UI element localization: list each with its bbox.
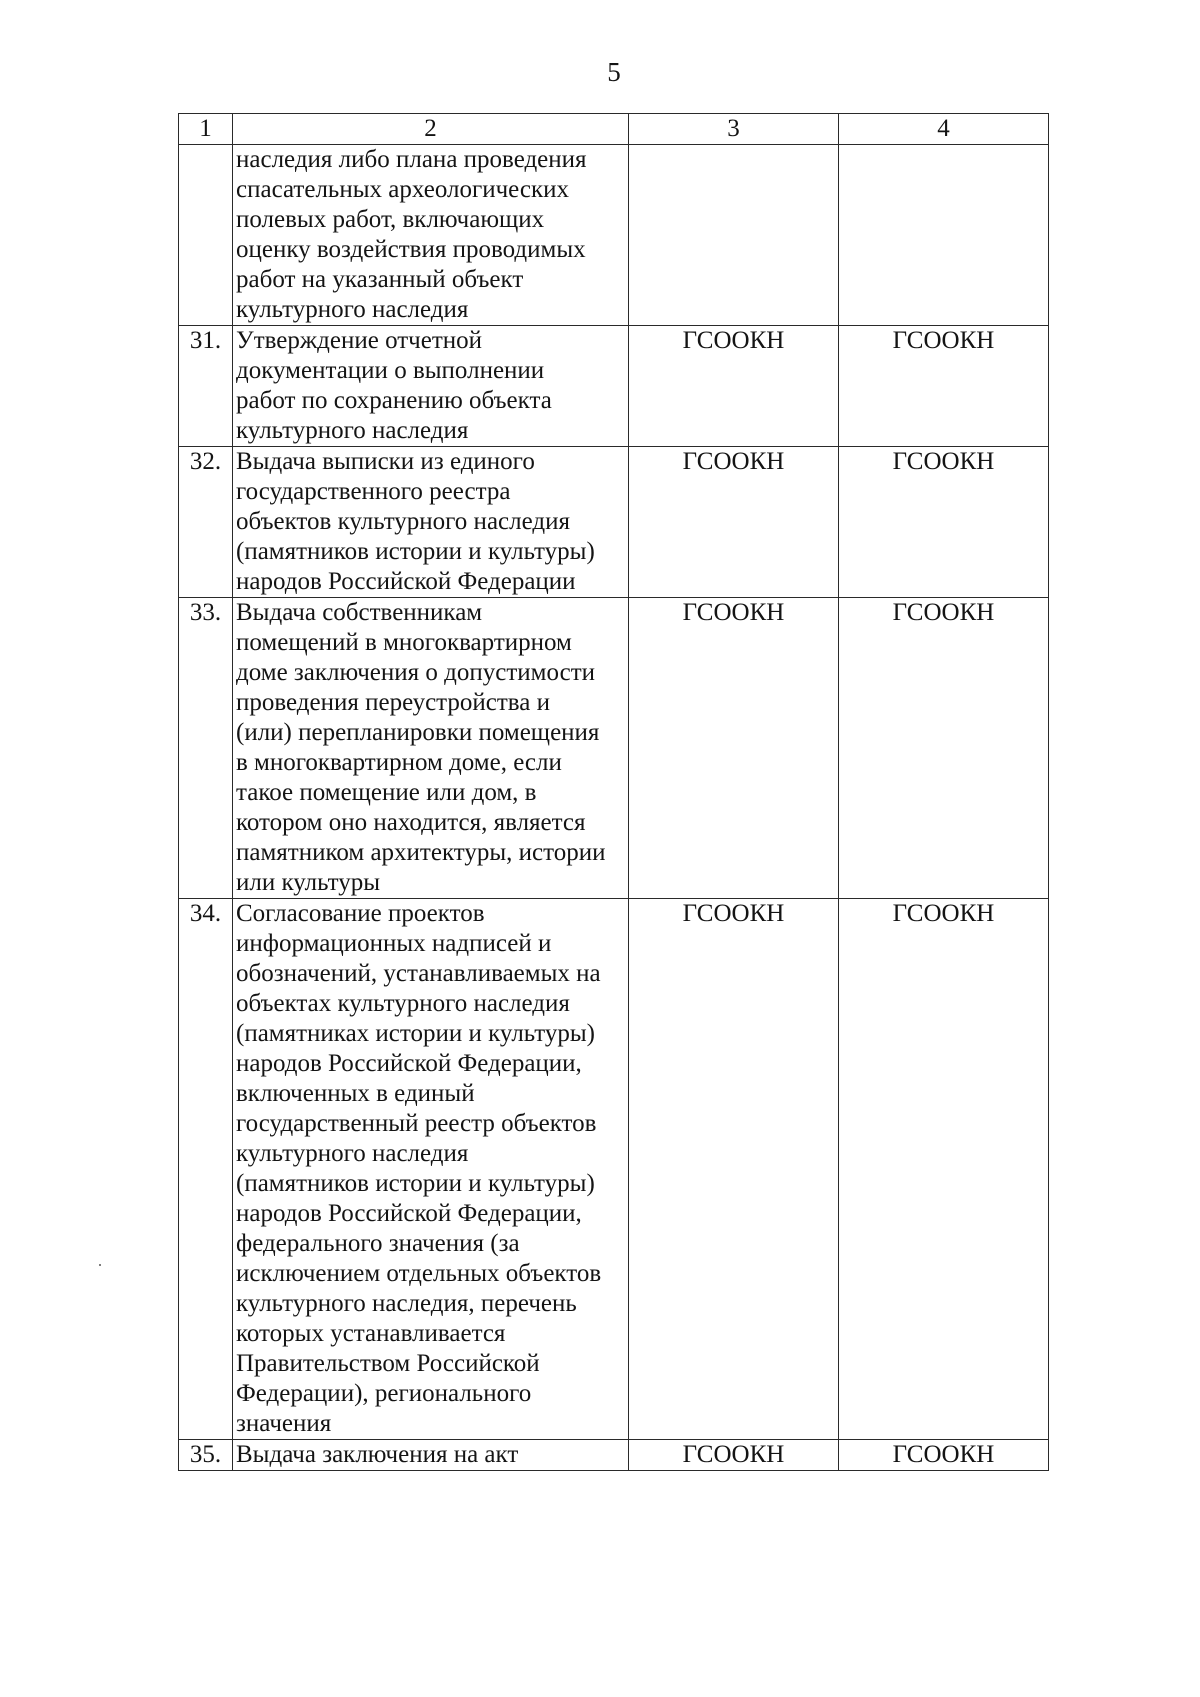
column-3-value — [629, 145, 839, 326]
column-4-value: ГСООКН — [839, 899, 1049, 1440]
row-number: 34. — [179, 899, 233, 1440]
column-3-value: ГСООКН — [629, 598, 839, 899]
column-3-value: ГСООКН — [629, 899, 839, 1440]
table-row — [179, 899, 1049, 1440]
column-3-value: ГСООКН — [629, 326, 839, 447]
row-number: 31. — [179, 326, 233, 447]
services-table — [178, 113, 1049, 1471]
column-4-value: ГСООКН — [839, 447, 1049, 598]
table-row — [179, 1440, 1049, 1471]
service-description: Выдача собственникам помещений в многоквартирном доме заключения о допустимости проведения переустройства и (или) перепланировки помещения в многоквартирном доме, если такое помещение или дом, в котором оно находится, является памятником архитектуры, истории или культуры — [233, 598, 629, 899]
service-description: Выдача выписки из единого государственного реестра объектов культурного наследия (памятников истории и культуры) народов Российской Федерации — [233, 447, 629, 598]
column-header-2: 2 — [233, 114, 629, 145]
column-4-value: ГСООКН — [839, 326, 1049, 447]
row-number: 35. — [179, 1440, 233, 1471]
column-3-value: ГСООКН — [629, 1440, 839, 1471]
table-row — [179, 145, 1049, 326]
scan-speck — [99, 1264, 101, 1266]
table-row — [179, 326, 1049, 447]
header-row — [179, 114, 1049, 145]
service-description: наследия либо плана проведения спасательных археологических полевых работ, включающих оценку воздействия проводимых работ на указанный объект культурного наследия — [233, 145, 629, 326]
column-header-4: 4 — [839, 114, 1049, 145]
column-header-3: 3 — [629, 114, 839, 145]
row-number: 33. — [179, 598, 233, 899]
column-4-value: ГСООКН — [839, 598, 1049, 899]
column-header-1: 1 — [179, 114, 233, 145]
service-description: Выдача заключения на акт — [233, 1440, 629, 1471]
service-description: Согласование проектов информационных надписей и обозначений, устанавливаемых на объектах культурного наследия (памятниках истории и культуры) народов Российской Федерации, включенных в единый государственный реестр объектов культурного наследия (памятников истории и культуры) народов Российской Федерации, федерального значения (за исключением отдельных объектов культурного наследия, перечень которых устанавливается Правительством Российской Федерации), регионального значения — [233, 899, 629, 1440]
row-number: 32. — [179, 447, 233, 598]
column-3-value: ГСООКН — [629, 447, 839, 598]
column-4-value — [839, 145, 1049, 326]
column-4-value: ГСООКН — [839, 1440, 1049, 1471]
row-number — [179, 145, 233, 326]
service-description: Утверждение отчетной документации о выполнении работ по сохранению объекта культурного наследия — [233, 326, 629, 447]
table-row — [179, 598, 1049, 899]
table-row — [179, 447, 1049, 598]
page-number: 5 — [607, 57, 621, 87]
